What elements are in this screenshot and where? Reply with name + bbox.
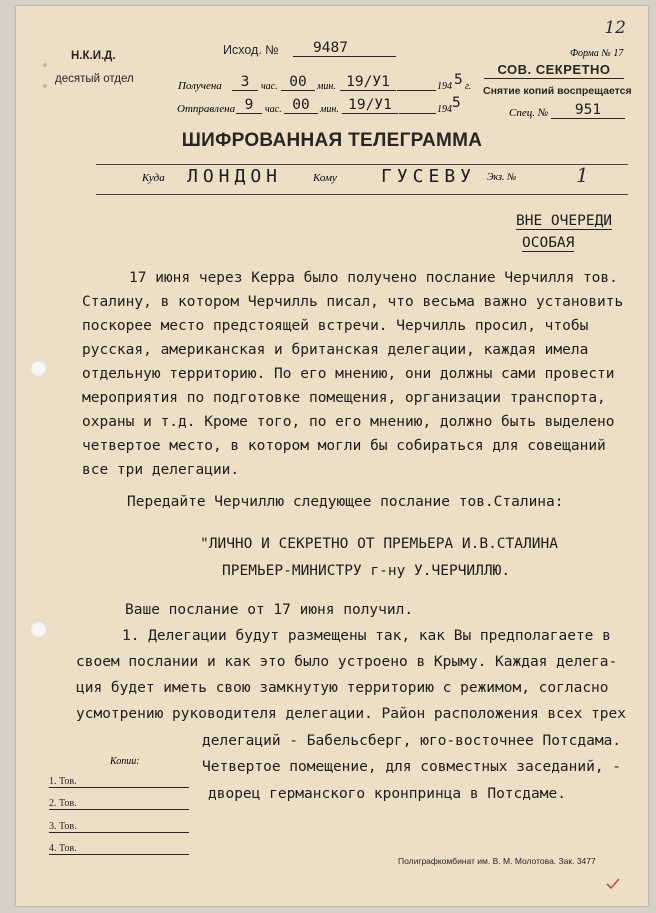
org-name: Н.К.И.Д.	[71, 50, 116, 62]
received-day: 3	[232, 74, 258, 91]
message-line: ция будет иметь свою замкнутую территорию с режимом, согласно	[76, 680, 609, 696]
message-line: усмотрению руководителя делегации. Район расположения всех трех	[76, 706, 626, 722]
priority-out-of-turn: ВНЕ ОЧЕРЕДИ	[516, 213, 613, 229]
copy-line: 4. Тов.	[49, 843, 189, 855]
outgoing-label: Исход. №	[223, 43, 279, 57]
whom-label: Кому	[313, 172, 337, 184]
copy-line: 1. Тов.	[49, 776, 189, 788]
received-label: Получена	[178, 80, 222, 92]
message-line: своем послании и как это было устроено в Крыму. Каждая делега-	[76, 654, 618, 670]
recipient: ГУСЕВУ	[381, 166, 477, 187]
copy-line: 2. Тов.	[49, 798, 189, 810]
sent-day: 9	[236, 97, 262, 114]
message-line: дворец германского кронпринца в Потсдаме.	[208, 786, 566, 802]
document-title: ШИФРОВАННАЯ ТЕЛЕГРАММА	[181, 130, 483, 151]
body-line: все три делегации.	[82, 462, 240, 478]
body-line: поскорее место предстоящей встречи. Черчилль просил, чтобы	[82, 318, 589, 334]
divider	[96, 194, 628, 195]
divider	[96, 164, 628, 165]
body-line: четвертое место, в котором могли бы собираться для совещаний	[82, 438, 606, 454]
secrecy-stamp: СОВ. СЕКРЕТНО	[484, 62, 624, 79]
spec-label: Спец. №	[509, 107, 549, 119]
min-label: мин.	[317, 81, 336, 92]
year-label: 194	[437, 81, 452, 92]
copy-line: 3. Тов.	[49, 821, 189, 833]
sent-year: 5	[452, 95, 461, 111]
copy-prohibited: Снятие копий воспрещается	[483, 85, 632, 97]
paper-mark	[43, 63, 47, 67]
blank-line	[399, 113, 436, 114]
destination: ЛОНДОН	[187, 166, 283, 187]
blank-line	[397, 90, 436, 91]
body-line: русская, американская и британская делегации, каждая имела	[82, 342, 589, 358]
checkmark-icon	[606, 878, 620, 890]
copy-label: Экз. №	[487, 172, 517, 183]
message-line: делегаций - Бабельсберг, юго-восточнее Потсдама.	[202, 733, 622, 749]
spec-number: 951	[551, 102, 625, 119]
telegram-sheet	[16, 6, 648, 906]
paper-mark	[43, 84, 47, 88]
received-year: 5	[454, 72, 463, 88]
department: десятый отдел	[55, 73, 134, 85]
year-label: 194	[437, 104, 452, 115]
hour-label: час.	[261, 81, 278, 92]
message-line: Четвертое помещение, для совместных заседаний, -	[202, 759, 622, 775]
body-line: отдельную территорию. По его мнению, они должны сами провести	[82, 366, 615, 382]
hour-label: час.	[265, 104, 282, 115]
body-line: 17 июня через Керра было получено послание Черчилля тов.	[129, 270, 618, 286]
transfer-line: Передайте Черчиллю следующее послание тов.Сталина:	[127, 494, 564, 510]
page-number: 12	[604, 18, 626, 38]
to-label: Куда	[142, 172, 165, 184]
punch-hole	[30, 621, 47, 638]
received-hour: 00	[281, 74, 315, 91]
printer-imprint: Полиграфкомбинат им. В. М. Молотова. Зак. 3477	[398, 856, 596, 866]
copy-number: 1	[576, 163, 589, 187]
body-line: охраны и т.д. Кроме того, по его мнению, должно быть выделено	[82, 414, 615, 430]
message-line: Ваше послание от 17 июня получил.	[125, 602, 414, 618]
sent-date: 19/У1	[342, 97, 398, 114]
body-line: Сталину, в котором Черчилль писал, что весьма важно установить	[82, 294, 624, 310]
outgoing-number: 9487	[293, 40, 396, 57]
punch-hole	[30, 360, 47, 377]
copies-label: Копии:	[110, 756, 140, 767]
message-line: 1. Делегации будут размещены так, как Вы предполагаете в	[122, 628, 611, 644]
year-suffix: г.	[465, 81, 472, 92]
min-label: мин.	[320, 104, 339, 115]
message-heading: ПРЕМЬЕР-МИНИСТРУ г-ну У.ЧЕРЧИЛЛЮ.	[222, 563, 511, 579]
sent-label: Отправлена	[177, 103, 236, 115]
sent-hour: 00	[284, 97, 318, 114]
priority-special: ОСОБАЯ	[522, 235, 575, 251]
received-date: 19/У1	[340, 74, 396, 91]
form-number: Форма № 17	[570, 48, 624, 59]
message-heading: "ЛИЧНО И СЕКРЕТНО ОТ ПРЕМЬЕРА И.В.СТАЛИНА	[200, 536, 558, 552]
body-line: мероприятия по подготовке помещения, организации транспорта,	[82, 390, 606, 406]
